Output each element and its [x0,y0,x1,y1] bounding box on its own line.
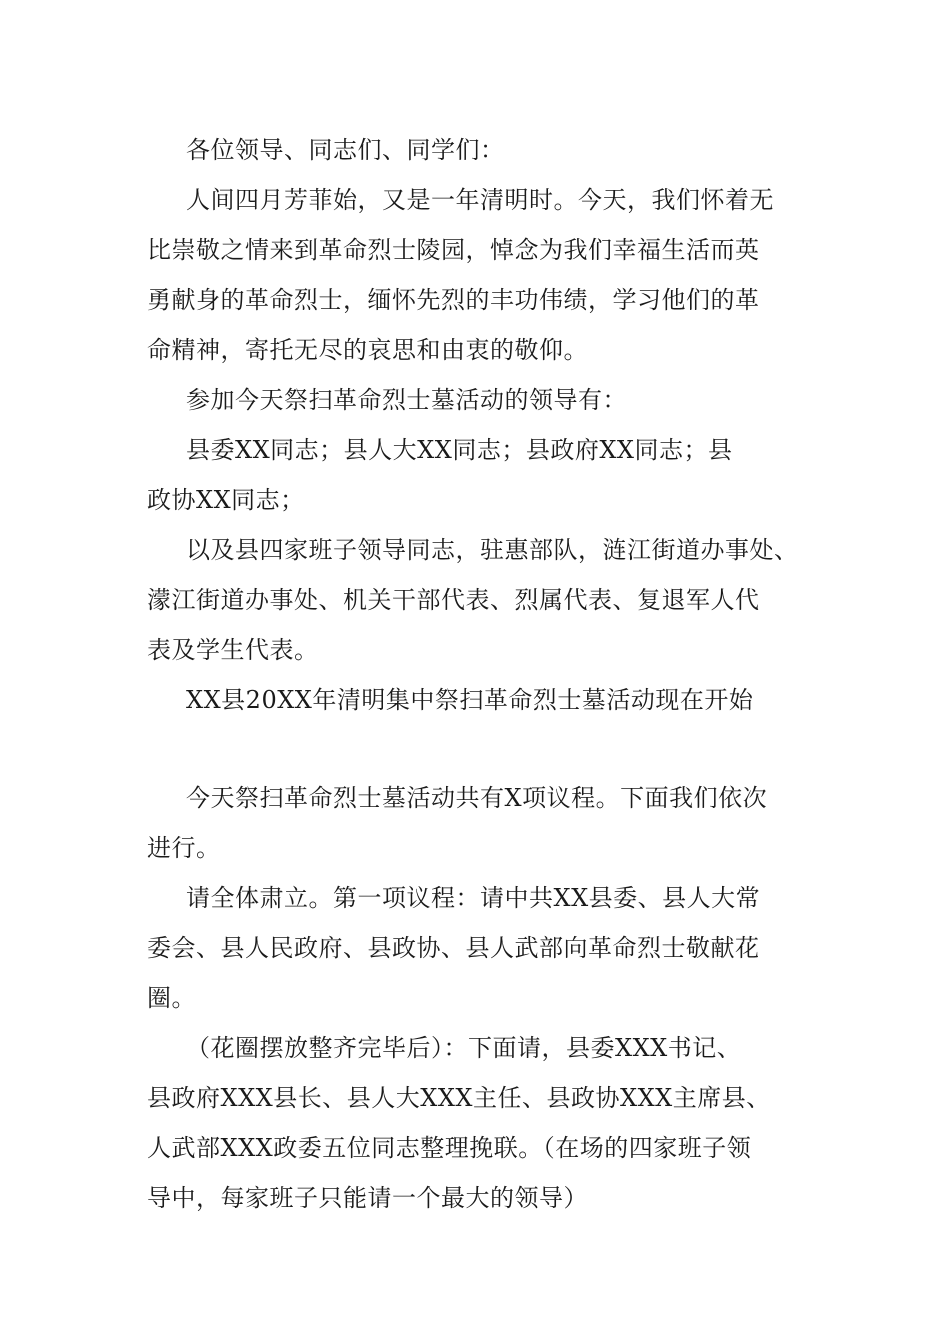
text-line: 比崇敬之情来到革命烈士陵园，悼念为我们幸福生活而英 [147,236,760,264]
text-line: 表及学生代表。 [147,636,319,664]
text-line: 圈。 [147,984,196,1012]
text-line: （花圈摆放整齐完毕后）：下面请，县委XXX书记、 [186,1034,742,1062]
text-line: 以及县四家班子领导同志，驻惠部队，涟江街道办事处、 [186,536,799,564]
text-line: 请全体肃立。第一项议程：请中共XX县委、县人大常 [186,884,761,912]
text-line: 政协XX同志； [147,486,305,514]
text-line: 县政府XXX县长、县人大XXX主任、县政协XXX主席县、 [147,1084,771,1112]
text-line: 今天祭扫革命烈士墓活动共有X项议程。下面我们依次 [186,784,768,812]
text-line: 濛江街道办事处、机关干部代表、烈属代表、复退军人代 [147,586,760,614]
text-line: 委会、县人民政府、县政协、县人武部向革命烈士敬献花 [147,934,760,962]
text-line: 勇献身的革命烈士，缅怀先烈的丰功伟绩，学习他们的革 [147,286,760,314]
text-line: 县委XX同志；县人大XX同志；县政府XX同志；县 [186,436,733,464]
text-line: 各位领导、同志们、同学们： [186,136,505,164]
text-line: XX县20XX年清明集中祭扫革命烈士墓活动现在开始 [186,686,754,714]
text-line: 导中，每家班子只能请一个最大的领导） [147,1184,588,1212]
text-line: 进行。 [147,834,221,862]
text-line: 命精神，寄托无尽的哀思和由衷的敬仰。 [147,336,588,364]
text-line: 参加今天祭扫革命烈士墓活动的领导有： [186,386,627,414]
text-line: 人武部XXX政委五位同志整理挽联。（在场的四家班子领 [147,1134,752,1162]
text-line: 人间四月芳菲始，又是一年清明时。今天，我们怀着无 [186,186,774,214]
